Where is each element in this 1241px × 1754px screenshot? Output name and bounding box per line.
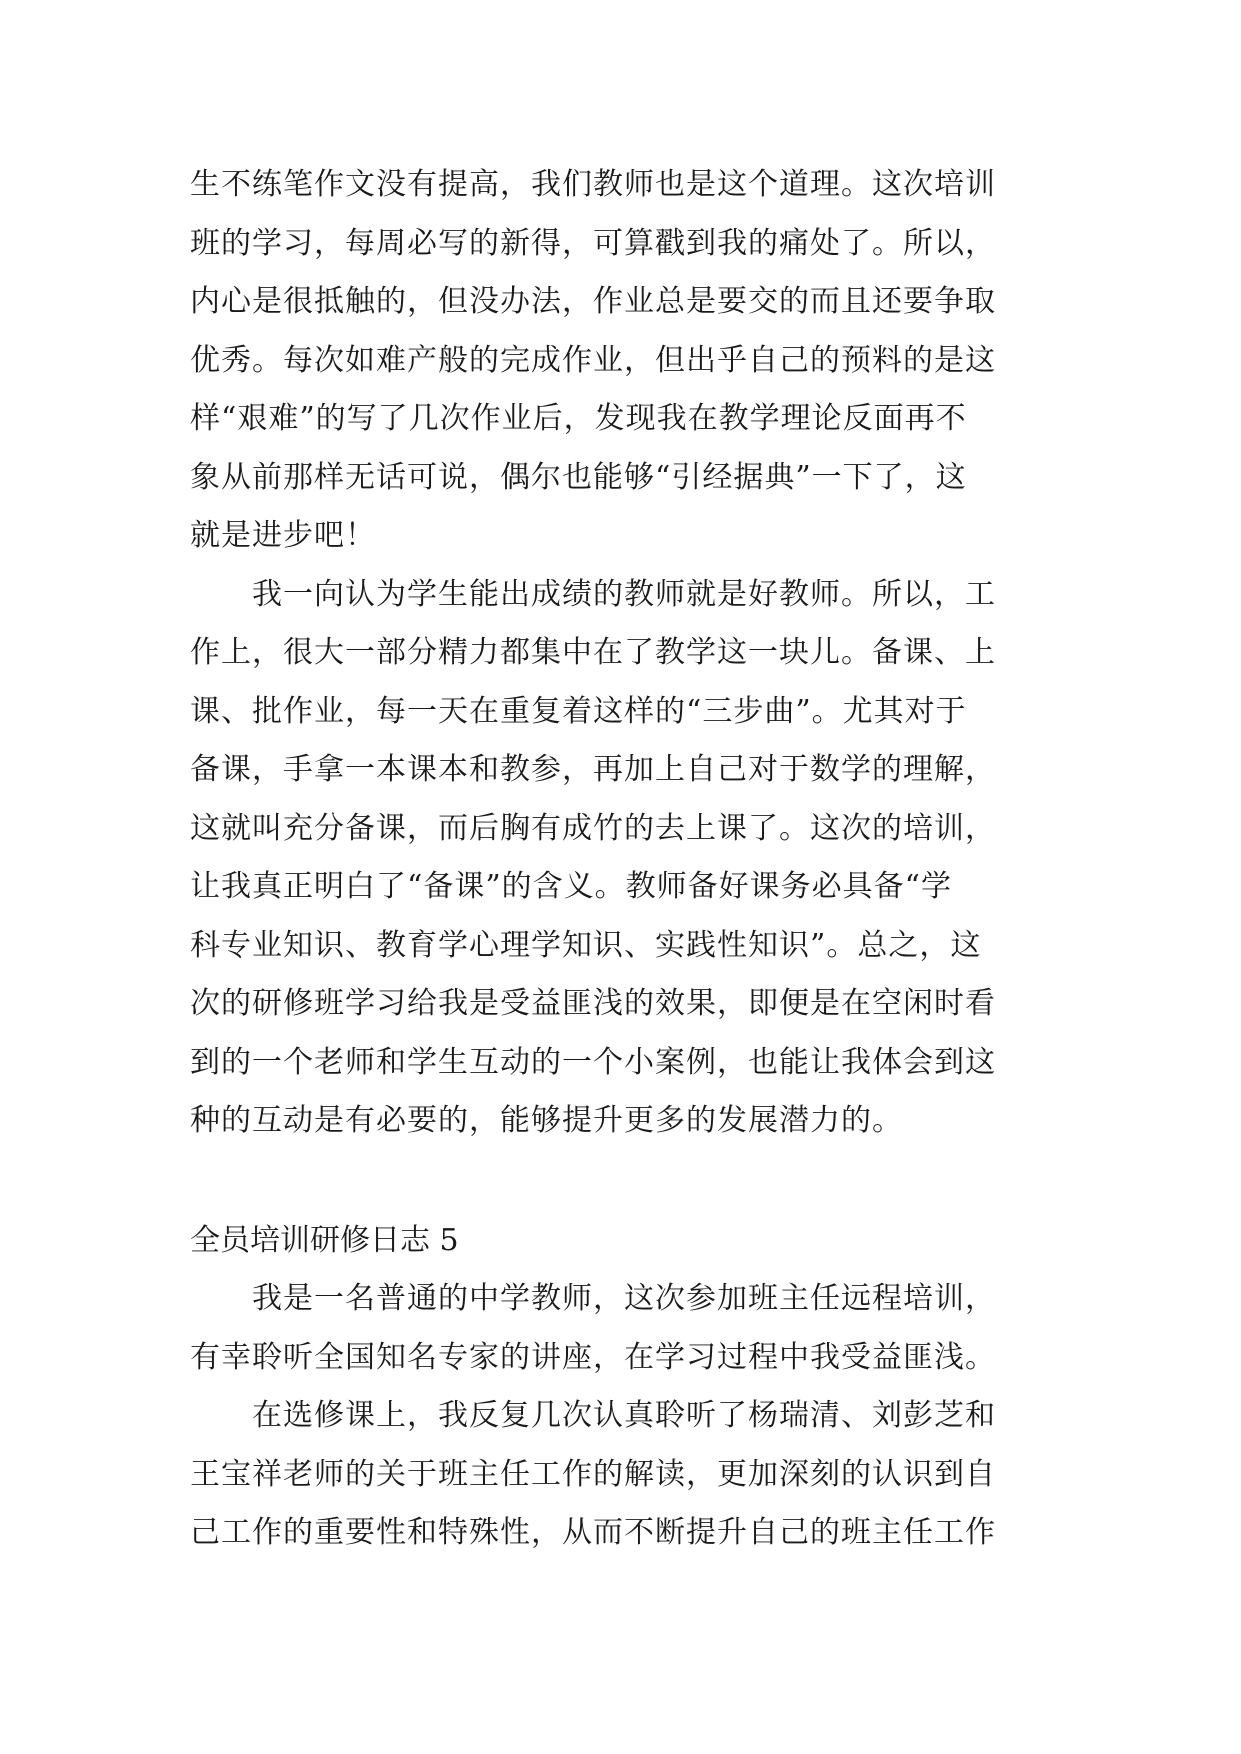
text-line: 在选修课上，我反复几次认真聆听了杨瑞清、刘彭芝和 <box>190 1398 996 1433</box>
text-line: 我是一名普通的中学教师，这次参加班主任远程培训， <box>190 1281 996 1316</box>
section-gap <box>190 1151 1052 1212</box>
paragraph-d <box>190 1387 1052 1563</box>
text-line: 到的一个老师和学生互动的一个小案例，也能让我体会到这 <box>190 1044 996 1080</box>
document-body <box>190 156 1052 1563</box>
text-line: 班的学习，每周必写的新得，可算戳到我的痛处了。所以， <box>190 225 996 261</box>
text-line: 让我真正明白了“备课”的含义。教师备好课务必具备“学 <box>190 869 953 904</box>
text-line: 科专业知识、教育学心理学知识、实践性知识”。总之，这 <box>190 927 982 963</box>
text-line: 就是进步吧！ <box>190 518 376 553</box>
text-line: 种的互动是有必要的，能够提升更多的发展潜力的。 <box>190 1103 903 1138</box>
text-line: 课、批作业，每一天在重复着这样的“三步曲”。尤其对于 <box>190 693 967 729</box>
text-line: 有幸聆听全国知名专家的讲座，在学习过程中我受益匪浅。 <box>190 1339 996 1375</box>
section-title: 全员培训研修日志 5 <box>190 1222 459 1258</box>
paragraph-c <box>190 1270 1052 1387</box>
text-line: 象从前那样无话可说，偶尔也能够“引经据典”一下了，这 <box>190 459 967 495</box>
text-line: 作上，很大一部分精力都集中在了教学这一块儿。备课、上 <box>190 635 996 670</box>
paragraph-a <box>190 156 1052 566</box>
text-line: 生不练笔作文没有提高，我们教师也是这个道理。这次培训 <box>190 167 996 202</box>
text-line: 优秀。每次如难产般的完成作业，但出乎自己的预料的是这 <box>190 342 996 378</box>
text-line: 王宝祥老师的关于班主任工作的解读，更加深刻的认识到自 <box>190 1456 996 1492</box>
text-line: 次的研修班学习给我是受益匪浅的效果，即便是在空闲时看 <box>190 986 996 1021</box>
text-line: 内心是很抵触的，但没办法，作业总是要交的而且还要争取 <box>190 284 996 319</box>
text-line: 我一向认为学生能出成绩的教师就是好教师。所以，工 <box>190 576 996 612</box>
text-line: 样“艰难”的写了几次作业后，发现我在教学理论反面再不 <box>190 401 967 436</box>
paragraph-b <box>190 566 1052 1151</box>
text-line: 己工作的重要性和特殊性，从而不断提升自己的班主任工作 <box>190 1515 996 1550</box>
text-line: 备课，手拿一本课本和教参，再加上自己对于数学的理解， <box>190 752 996 787</box>
text-line: 这就叫充分备课，而后胸有成竹的去上课了。这次的培训， <box>190 810 996 846</box>
